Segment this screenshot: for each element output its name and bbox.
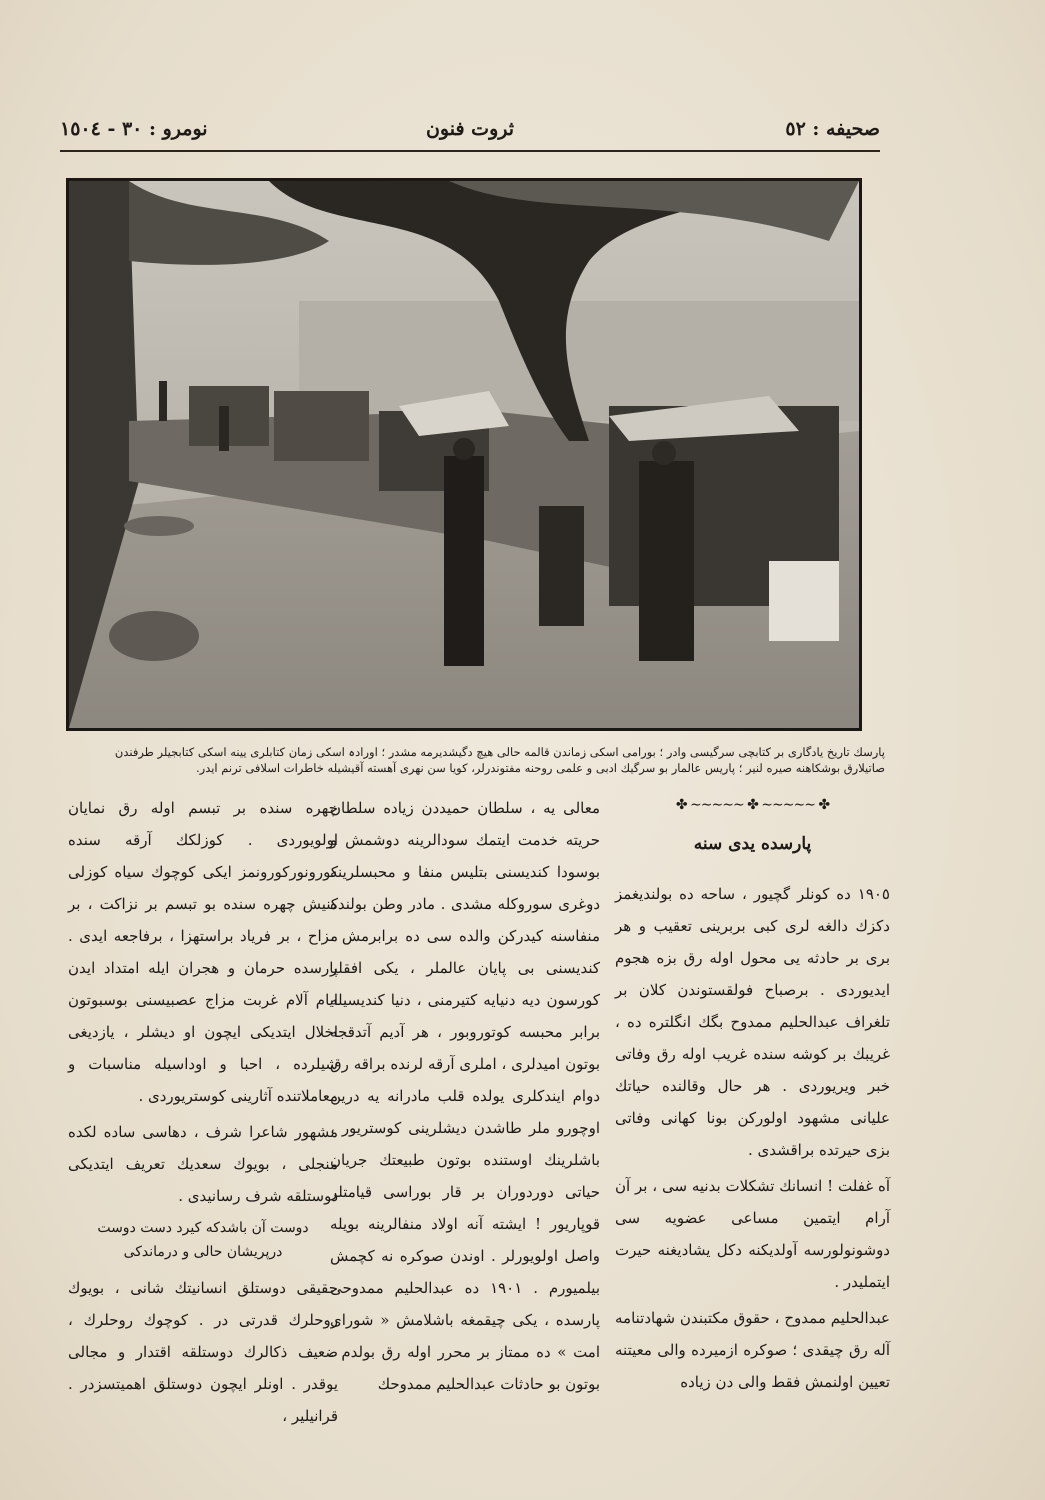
paragraph: ١٩٠٥ ده كونلر گچيور ، ساحه ده بولنديغمز دكزك دالغه لرى كبى بربرينى تعقيب و هر برى بر حادثه يى محول اوله رق بزه هجوم ايديوردى . برصباح فولقستوندن كلان بر تلغراف عبدالحليم ممدوح بگك انگلتره ده ، غريبك بر كوشه سنده غريب اوله رق وفاتى خبر ويريوردى . هر حال وقالنده حياتك عليانى مشهود اولوركن بونا كهانى وفاتى بزى حيرتده براقشدى . xyxy=(615,885,890,1159)
verse-couplet xyxy=(68,1216,338,1264)
journal-title: ثروت فنون xyxy=(425,118,515,140)
paragraph: آه غفلت ! انسانك تشكلات بدنيه سى ، بر آن آرام ايتمين مساعى عضويه سى دوشونولورسه آولديكنه دكل يشاديغنه حيرت ايتمليدر . xyxy=(615,1177,890,1291)
page-header xyxy=(60,110,880,150)
verse-line: دوست آن باشدكه كيرد دست دوست xyxy=(97,1220,309,1236)
photo-caption: پارسك تاريخ يادگارى بر كتابچى سرگيسى وادر ؛ بورامى اسكى زماندن قالمه حالى هيچ دگيشديرمه مشدر ؛ اورادہ اسكى زمان كتابلرى يينه اسكى كتابجيلر طرفندن صاتيلارق بوشكاهنه صيره لنير ؛ پاريس عالمار بو سرگيك ادبى و علمى روحنه مفتوندرلر، كويا سن نهرى آهسته آقيشيله خاطرات اسلافى ترنم ايدر. xyxy=(114,745,885,775)
paragraph: حقيقى دوستلق انسانيتك شانى ، بويوك روحلرك قدرتى در . كوچوك روحلرك ، ضعيف ذكالرك دوستلقه اقتدار و مجالى يوقدر . اونلر ايچون دوستلق اهميتسزدر . قرانيلير ، xyxy=(68,1279,338,1425)
bookstalls-photo xyxy=(66,178,862,731)
issue-number: نومرو : ٣٠ - ١٥٠٤ xyxy=(60,118,208,140)
paragraph: عبدالحليم ممدوح ، حقوق مكتبندن شهادتنامه آله رق چيقدى ؛ صوكره ازميرده والى معيتنه تعيين اولنمش فقط والى دن زياده xyxy=(615,1309,890,1391)
article-column-right xyxy=(615,792,890,1402)
article-column-middle xyxy=(330,792,600,1404)
header-rule xyxy=(60,150,880,152)
ornament-divider: ✤ ∽∽∽∽∽ ✤ ∽∽∽∽∽ ✤ xyxy=(675,797,830,813)
page-number-label: صحیفه : ٥٢ xyxy=(785,118,880,140)
verse-line: درپريشان حالى و درماندكى xyxy=(123,1244,283,1260)
article-column-left xyxy=(68,792,338,1436)
paragraph: معالى يه ، سلطان حميددن زياده سلطان حريته خدمت ايتمك سودالرينه دوشمش و بوسودا كنديسنى بتليس منفا و محبسلرينه دوغرى سوروكله مشدى . مادر وطن بولنده منفاسنه كيدركن والده سى ده برابرمش ، كنديسنى بى پايان عالملر ، يكى افقلر كورسون ديه دنيايه كتيرمنى ، دنيا كنديسيله برابر محبسه كوتوروبور ، هر آديم آتدقجه بوتون اميدلرى ، املرى آرقه لرنده براقه رق دوام ايندكلرى يولده قلب مادرانه يه درين اوچورو ملر طاشدن ديشلرينى كوستريور ، باشلرينك اوستنده بوتون طبيعتك جريان حياتى دوردوران بر قار بوراسى قيامتلر قوپاريور ! ايشته آنه اولاد منفالرينه بويله واصل اولويورلر . اوندن صوكره نه كچمش بيلميورم . ١٩٠١ ده عبدالحليم ممدوحى پارسده ، يكى چيقمغه باشلامش « شوراى امت » ده ممتاز بر محرر اوله رق بولدم . بوتون بو حادثات عبدالحليم ممدوحك xyxy=(330,799,600,1393)
paragraph: چهره سنده بر تبسم اوله رق نمايان اولويوردى . كوزلكك آرقه سنده كورونوركورونمز ايكى كوچوك سياه كوزلى كنيش چهره سنده بو تبسم بر نزاكت ، بر مزاح ، بر فرياد براستهزا ، برفاجعه ايدى . پارسده حرمان و هجران ايله امتداد ايدن ايام آلام غربت مزاج عصبيسنى بوسبوتون اخلال ايتديكى ايچون او ديشلر ، يازديغى شيلرده ، احبا و اوداسيله مناسبات و معاملاتنده آثارينى كوستريوردى . xyxy=(68,799,338,1105)
paragraph: مشهور شاعرا شرف ، دهاسى ساده لكده منجلى ، بويوك سعديك تعريف ايتديكى دوستلقه شرف رسانيدى . xyxy=(68,1123,338,1205)
article-title: پارسده يدى سنه xyxy=(693,834,812,854)
